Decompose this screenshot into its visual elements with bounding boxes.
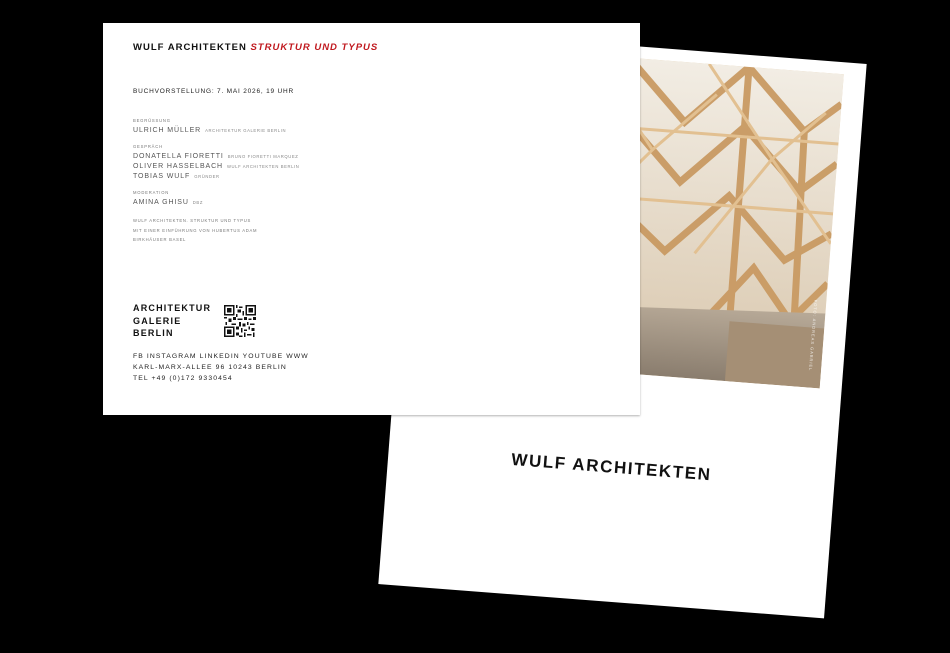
- person-role: DBZ: [192, 200, 203, 205]
- gallery-line: BERLIN: [133, 328, 174, 338]
- back-title: WULF ARCHITEKTEN: [510, 449, 713, 485]
- gallery-name: [133, 302, 211, 340]
- person-name: TOBIAS WULF: [133, 173, 191, 180]
- address-line: KARL-MARX-ALLEE 96 10243 BERLIN: [133, 364, 287, 371]
- person-row: [133, 172, 299, 182]
- section-moderation: [133, 190, 299, 208]
- social-links[interactable]: FB INSTAGRAM LINKEDIN YOUTUBE WWW: [133, 353, 309, 360]
- section-label: BEGRÜSSUNG: [133, 118, 171, 123]
- postcard-front: [103, 23, 640, 415]
- qr-code-icon: [224, 305, 256, 337]
- person-name: DONATELLA FIORETTI: [133, 153, 224, 160]
- person-row: [133, 198, 299, 208]
- section-label: GESPRÄCH: [133, 144, 163, 149]
- book-line: WULF ARCHITEKTEN. STRUKTUR UND TYPUS: [133, 218, 251, 223]
- front-content: [133, 23, 443, 415]
- person-role: ARCHITEKTUR GALERIE BERLIN: [205, 128, 287, 133]
- header-name: WULF ARCHITEKTEN: [133, 42, 247, 53]
- gallery-line: ARCHITEKTUR: [133, 303, 212, 313]
- section-label: MODERATION: [133, 190, 170, 195]
- person-role: BRUNO FIORETTI MARQUEZ: [227, 154, 299, 159]
- program: [133, 118, 299, 245]
- photo-credit: FOTO: ANDREAS GABRIEL: [807, 299, 819, 372]
- event-line: BUCHVORSTELLUNG: 7. MAI 2026, 19 UHR: [133, 88, 295, 95]
- person-row: [133, 162, 299, 172]
- person-name: AMINA GHISU: [133, 199, 189, 206]
- gallery-line: GALERIE: [133, 315, 182, 326]
- book-line: MIT EINER EINFÜHRUNG VON HUBERTUS ADAM: [133, 227, 258, 233]
- contact-info: [133, 351, 309, 384]
- section-greeting: [133, 118, 299, 136]
- person-name: OLIVER HASSELBACH: [133, 163, 223, 170]
- book-line: BIRKHÄUSER BASEL: [133, 237, 187, 242]
- phone-line: TEL +49 (0)172 9330454: [133, 375, 233, 382]
- person-row: [133, 152, 299, 162]
- card-header: [133, 42, 378, 53]
- header-subtitle: STRUKTUR UND TYPUS: [250, 42, 379, 53]
- person-role: WULF ARCHITEKTEN BERLIN: [227, 164, 300, 169]
- section-talk: [133, 144, 299, 182]
- book-info: [133, 216, 299, 245]
- person-name: ULRICH MÜLLER: [133, 127, 202, 134]
- person-role: GRÜNDER: [194, 174, 220, 179]
- person-row: [133, 126, 299, 136]
